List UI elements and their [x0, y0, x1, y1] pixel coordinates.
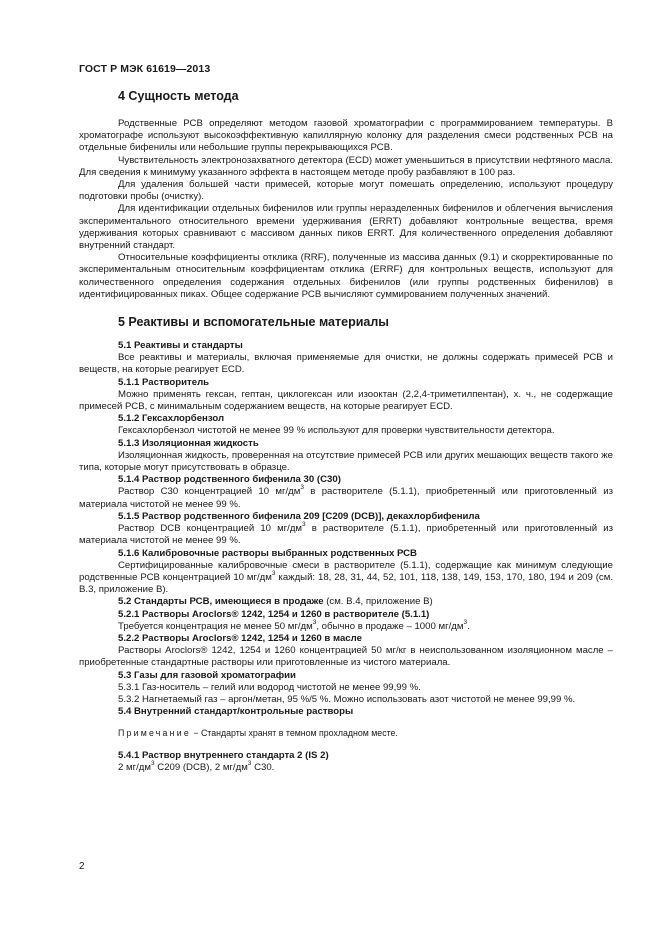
subsection-5-3-title: 5.3 Газы для газовой хроматографии — [118, 669, 296, 681]
subsection-5-2-2-title: 5.2.2 Растворы Aroclors® 1242, 1254 и 1260 в масле — [118, 632, 362, 644]
paragraph: Относительные коэффициенты отклика (RRF), полученные из массива данных (9.1) и скорректированные по экспериментальным относительным коэффициентам отклика (ERRF) для контрольных веществ, используют для количественного определения содержания отдельных бифенилов (или группы родственных бифенилов) в идентифицированных пиках. Общее содержание РСВ вычисляют суммированием полученных значений. — [79, 252, 613, 300]
subsection-5-1-1-title: 5.1.1 Растворитель — [118, 376, 210, 388]
paragraph: Родственные РСВ определяют методом газовой хроматографии с программированием температуры. В хроматографе используют высокоэффективную капиллярную колонку для разделения смеси родственных РСВ на отдельные бифенилы или небольшие группы перекрывающихся РСВ. — [79, 118, 613, 154]
subsection-5-1-title: 5.1 Реактивы и стандарты — [118, 340, 243, 352]
page-number: 2 — [79, 861, 85, 872]
paragraph: Для удаления большей части примесей, которые могут помешать определению, используют процедуру подготовки пробы (очистку). — [79, 179, 613, 203]
subsection-5-1-4-title: 5.1.4 Раствор родственного бифенила 30 (C30) — [118, 474, 341, 486]
paragraph: Все реактивы и материалы, включая применяемые для очистки, не должны содержать примесей РСВ и веществ, на которые реагирует ECD. — [79, 352, 613, 376]
subsection-5-1-2-title: 5.1.2 Гексахлорбензол — [118, 413, 225, 425]
paragraph: 2 $мг/дм^3$ C209 (DCB), 2 $мг/дм^3$ C30. — [118, 759, 275, 773]
paragraph: Для идентификации отдельных бифенилов или группы неразделенных бифенилов и облегчения вычисления экспериментального относительного времени удерживания (ERRT) добавляют контрольные вещества, время удерживания которых сравнивают с массивом данных пиков ERRT. Для количественного определения добавляют внутренний стандарт. — [79, 203, 613, 252]
subsection-5-1-5-title: 5.1.5 Раствор родственного бифенила 209 [C209 (DCB)], декахлорбифенила — [118, 510, 480, 522]
subsection-5-2-title: 5.2 Стандарты РСВ, имеющиеся в продаже (см. В.4, приложение В) — [118, 596, 433, 608]
note-text: − Стандарты хранят в темном прохладном месте. — [190, 728, 398, 739]
paragraph: Можно применять гексан, гептан, циклогексан или изооктан (2,2,4-триметилпентан), х. ч., не содержащие примесей РСВ, с минимальным содержанием веществ, на которые реагирует ECD. — [79, 388, 613, 413]
note-label: Примечание — [118, 728, 191, 739]
subsection-5-4-title: 5.4 Внутренний стандарт/контрольные растворы — [118, 706, 354, 718]
paragraph: 5.3.1 Газ-носитель – гелий или водород чистотой не менее 99,99 %. — [118, 681, 421, 693]
subsection-5-1-3-title: 5.1.3 Изоляционная жидкость — [118, 437, 259, 449]
paragraph: Растворы Aroclors® 1242, 1254 и 1260 концентрацией 50 мг/кг в неиспользованном изоляционном масле – приобретенные стандартные растворы или приготовленные из чистого материала. — [79, 645, 613, 669]
paragraph: 5.3.2 Нагнетаемый газ – аргон/метан, 95 %/5 %. Можно использовать азот чистотой не менее 99,99 %. — [118, 693, 576, 705]
paragraph: Раствор DCB концентрацией 10 $мг/дм^3$ в растворителе (5.1.1), приобретенный или приготовленный из материала чистотой не менее 99 %. — [79, 521, 613, 547]
paragraph: Требуется концентрация не менее 50 $мг/дм^3$, обычно в продаже – 1000 $мг/дм^3$. — [118, 618, 470, 632]
paragraph: Изоляционная жидкость, проверенная на отсутствие примесей РСВ или других мешающих веществ такого же типа, которые могут присутствовать в образце. — [79, 449, 613, 474]
paragraph: Раствор С30 концентрацией 10 $мг/дм^3$ в растворителе (5.1.1), приобретенный или приготовленный из материала чистотой не менее 99 %. — [79, 484, 613, 510]
subsection-5-1-6-title: 5.1.6 Калибровочные растворы выбранных родственных РСВ — [118, 547, 417, 559]
section-4-heading: 4 Сущность метода — [118, 89, 239, 103]
document-header: ГОСТ Р МЭК 61619—2013 — [79, 63, 211, 75]
paragraph: Чувствительность электронозахватного детектора (ECD) может уменьшиться в присутствии нефтяного масла. Для сведения к минимуму указанного эффекта в настоящем методе пробу разбавляют в 100 раз. — [79, 154, 613, 178]
paragraph: Гексахлорбензол чистотой не менее 99 % используют для проверки чувствительности детектора. — [118, 425, 555, 437]
note — [79, 727, 613, 739]
paragraph: Сертифицированные калибровочные смеси в растворителе (5.1.1), содержащие как минимум следующие родственные РСВ концентрацией 10 $мг/дм^3$ каждый: 18, 28, 31, 44, 52, 101, 118, 138, 149, 153, 170, 180, 194 и 209 (см. В.3, приложение В). — [79, 559, 613, 596]
subsection-5-2-1-title: 5.2.1 Растворы Aroclors® 1242, 1254 и 1260 в растворителе (5.1.1) — [118, 608, 430, 620]
subsection-5-4-1-title: 5.4.1 Раствор внутреннего стандарта 2 (IS 2) — [118, 749, 329, 761]
section-5-heading: 5 Реактивы и вспомогательные материалы — [118, 315, 389, 330]
page-body — [79, 82, 613, 774]
